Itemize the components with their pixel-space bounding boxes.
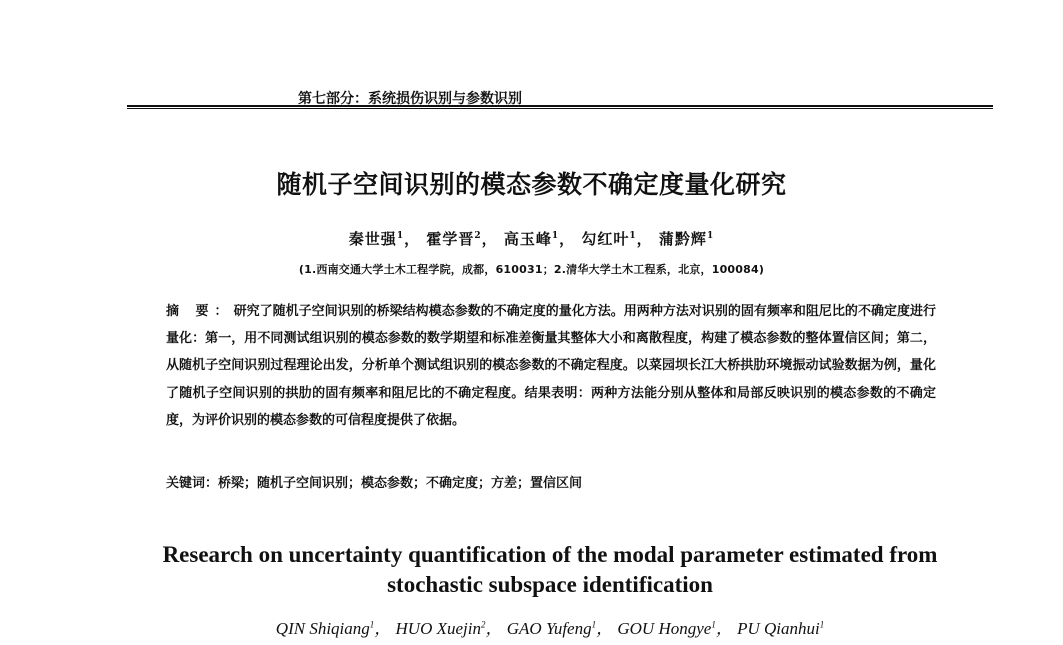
running-header: 第七部分：系统损伤识别与参数识别 bbox=[298, 91, 522, 107]
abstract-text: 研究了随机子空间识别的桥梁结构模态参数的不确定度的量化方法。用两种方法对识别的固有频率和阻尼比的不确定度进行量化：第一，用不同测试组识别的模态参数的数学期望和标准差衡量其整体大小和离散程度，构建了模态参数的整体置信区间；第二，从随机子空间识别过程理论出发，分析单个测试组识别的模态参数的不确定程度。以菜园坝长江大桥拱肋环境振动试验数据为例，量化了随机子空间识别的拱肋的固有频率和阻尼比的不确定程度。结果表明：两种方法能分别从整体和局部反映识别的模态参数的不确定度，为评价识别的模态参数的可信程度提供了依据。 bbox=[166, 304, 936, 428]
author-cn: 高玉峰 bbox=[503, 230, 552, 248]
authors-cn bbox=[0, 228, 1063, 249]
author-cn: 霍学晋 bbox=[426, 230, 475, 248]
abstract-cn bbox=[166, 298, 936, 434]
author-en: QIN Shiqiang bbox=[275, 619, 370, 638]
author-en: PU Qianhui bbox=[737, 619, 820, 638]
paper-title-en bbox=[100, 540, 1000, 600]
author-cn: 秦世强 bbox=[348, 230, 397, 248]
author-affil-mark: 2 bbox=[474, 231, 482, 241]
author-separator: ， bbox=[374, 619, 392, 638]
author-affil-mark: 1 bbox=[711, 619, 716, 630]
author-separator: ， bbox=[559, 230, 576, 248]
author-cn: 蒲黔辉 bbox=[658, 230, 707, 248]
author-separator: ， bbox=[596, 619, 614, 638]
author-affil-mark: 2 bbox=[481, 619, 486, 630]
keywords-text: 桥梁；随机子空间识别；模态参数；不确定度；方差；置信区间 bbox=[218, 476, 583, 491]
author-affil-mark: 1 bbox=[591, 619, 597, 630]
author-separator: ， bbox=[404, 230, 421, 248]
keywords-label: 关键词： bbox=[166, 476, 219, 491]
author-en: HUO Xuejin bbox=[395, 619, 481, 638]
abstract-label: 摘 要： bbox=[166, 304, 234, 319]
author-en: GAO Yufeng bbox=[506, 619, 592, 638]
author-affil-mark: 1 bbox=[819, 619, 825, 630]
author-cn: 勾红叶 bbox=[581, 230, 630, 248]
title-en-line-1: Research on uncertainty quantification of the modal parameter estimated from bbox=[162, 542, 938, 567]
paper-title-cn: 随机子空间识别的模态参数不确定度量化研究 bbox=[276, 170, 787, 199]
affiliation-cn: (1.西南交通大学土木工程学院，成都，610031；2.清华大学土木工程系，北京，100084) bbox=[298, 263, 765, 276]
author-en: GOU Hongye bbox=[617, 619, 712, 638]
author-affil-mark: 1 bbox=[369, 619, 375, 630]
title-en-line-2: stochastic subspace identification bbox=[387, 572, 713, 597]
author-separator: ， bbox=[636, 230, 653, 248]
author-affil-mark: 1 bbox=[629, 231, 637, 241]
author-separator: ， bbox=[485, 619, 503, 638]
author-separator: ， bbox=[715, 619, 733, 638]
author-affil-mark: 1 bbox=[551, 231, 560, 241]
author-separator: ， bbox=[481, 230, 498, 248]
authors-en bbox=[0, 614, 1063, 639]
header-rule bbox=[127, 105, 993, 109]
author-affil-mark: 1 bbox=[706, 231, 715, 241]
author-affil-mark: 1 bbox=[396, 231, 405, 241]
keywords-cn bbox=[166, 474, 936, 494]
